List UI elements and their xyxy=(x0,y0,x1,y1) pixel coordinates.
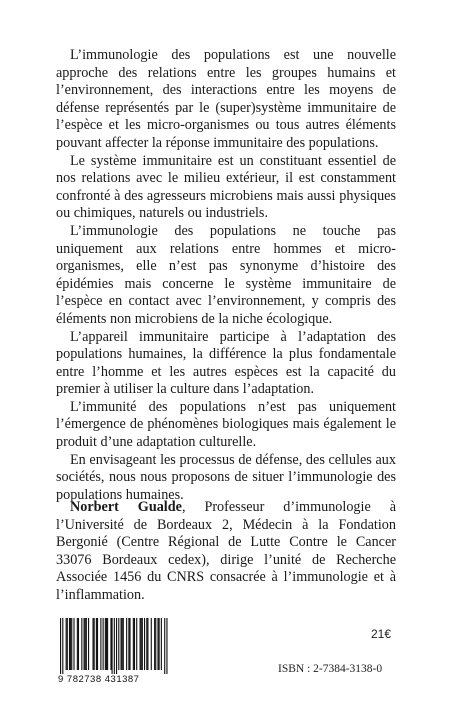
barcode-bar xyxy=(66,618,67,670)
barcode-bar xyxy=(85,618,86,670)
barcode-bar xyxy=(84,618,85,670)
barcode-bar xyxy=(103,618,104,670)
barcode-bar xyxy=(126,618,127,670)
author-bio xyxy=(56,499,396,605)
barcode-bar xyxy=(62,618,63,674)
barcode-bar xyxy=(106,618,107,670)
barcode-bar xyxy=(114,618,115,674)
barcode-bar xyxy=(112,618,113,674)
author-description: , Professeur d’immunologie à l’Université de Bordeaux 2, Médecin à la Fondation Bergonié (Centre Régional de Lutte Contre le Cancer 33076 Bordeaux cedex), dirige l’unité de Recherche Associée 1456 du CNRS consacrée à l’immunologie et à l’inflammation. xyxy=(56,499,397,603)
barcode-bar xyxy=(166,618,167,674)
barcode-digits: 9 782738 431387 xyxy=(58,674,140,685)
barcode-bar xyxy=(73,618,74,670)
barcode-bar xyxy=(161,618,162,670)
barcode-bar xyxy=(146,618,147,670)
barcode-bar xyxy=(129,618,130,670)
barcode-bar xyxy=(157,618,158,670)
author-paragraph xyxy=(56,499,396,605)
author-name: Norbert Gualde xyxy=(70,499,182,515)
barcode-bar xyxy=(159,618,160,670)
barcode-bar xyxy=(155,618,156,670)
barcode-bar xyxy=(94,618,95,670)
barcode-bar xyxy=(134,618,135,670)
barcode-bar xyxy=(88,618,89,670)
barcode-bar xyxy=(142,618,143,670)
isbn-label: ISBN : 2-7384-3138-0 xyxy=(278,663,383,675)
barcode-bar xyxy=(133,618,134,670)
barcode-bar xyxy=(70,618,71,670)
barcode-bar xyxy=(77,618,78,670)
barcode-bar xyxy=(110,618,111,670)
barcode-bar xyxy=(78,618,79,670)
barcode-bar xyxy=(86,618,87,670)
paragraph-1: L’immunologie des populations est une nouvelle approche des relations entre les groupes humains et l’environnement, des interactions entre les moyens de défense représentés par le (super)système immunitaire de l’espèce et les micro-organismes ou tous autres éléments pouvant affecter la réponse immunitaire des populations. xyxy=(56,47,396,151)
barcode-bar xyxy=(144,618,145,670)
paragraph-6: En envisageant les processus de défense, des cellules aux sociétés, nous nous proposons de situer l’immunologie des populations humaines. xyxy=(56,451,396,503)
barcode-bars xyxy=(58,618,170,674)
barcode-bar xyxy=(123,618,124,670)
paragraph-4: L’appareil immunitaire participe à l’adaptation des populations humaines, la différence la plus fondamentale entre l’homme et les autres espèces est la capacité du premier à utiliser la culture dans l’adaptation. xyxy=(56,328,396,398)
barcode-bar xyxy=(60,618,61,674)
barcode-bar xyxy=(116,618,117,674)
barcode xyxy=(58,618,170,688)
barcode-bar xyxy=(71,618,72,670)
barcode-bar xyxy=(107,618,108,670)
barcode-bar xyxy=(122,618,123,670)
barcode-bar xyxy=(96,618,97,670)
barcode-bar xyxy=(100,618,101,670)
barcode-bar xyxy=(118,618,119,670)
barcode-bar xyxy=(81,618,82,670)
barcode-bar xyxy=(154,618,155,670)
barcode-bar xyxy=(140,618,141,670)
barcode-bar xyxy=(136,618,137,670)
paragraph-3: L’immunologie des populations ne touche pas uniquement aux relations entre hommes et micro-organismes, elle n’est pas synonyme d’histoire des épidémies mais concerne le système immunitaire de l’espèce en contact avec l’environnement, y compris des éléments non microbiens de la niche écologique. xyxy=(56,222,396,327)
barcode-bar xyxy=(164,618,165,674)
barcode-bar xyxy=(147,618,148,670)
barcode-bar xyxy=(69,618,70,670)
barcode-bar xyxy=(141,618,142,670)
paragraph-2: Le système immunitaire est un constituant essentiel de nos relations avec le milieu extérieur, il est constamment confronté à des agresseurs microbiens mais aussi physiques ou chimiques, naturels ou industriels. xyxy=(56,152,396,222)
barcode-bar xyxy=(120,618,121,670)
paragraph-5: L’immunité des populations n’est pas uniquement l’émergence de phénomènes biologiques mais également le produit d’une adaptation culturelle. xyxy=(56,398,396,451)
barcode-bar xyxy=(105,618,106,670)
barcode-bar xyxy=(92,618,93,670)
barcode-bar xyxy=(128,618,129,670)
price-label: 21€ xyxy=(371,627,392,641)
summary-text xyxy=(56,47,396,504)
barcode-bar xyxy=(67,618,68,670)
barcode-bar xyxy=(151,618,152,670)
barcode-bar xyxy=(97,618,98,670)
